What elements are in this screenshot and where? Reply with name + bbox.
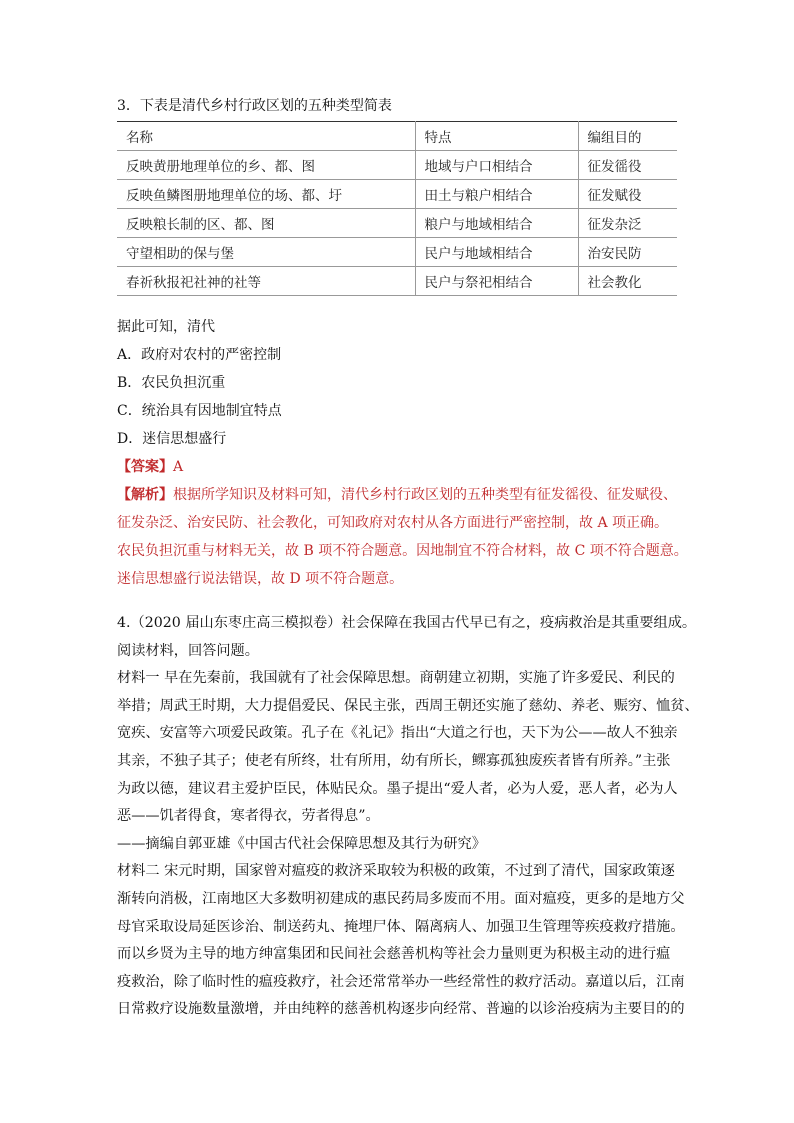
table-row xyxy=(117,180,677,209)
table-cell: 民户与祭祀相结合 xyxy=(415,267,578,296)
question-4-body xyxy=(117,610,699,1024)
answer-tag: 【答案】 xyxy=(117,459,173,475)
paragraph-line: 日常救疗设施数量激增，并由纯粹的慈善机构逐步向经常、普遍的以诊治疫病为主要目的的 xyxy=(117,1001,685,1018)
paragraph-line: 材料一 早在先秦前，我国就有了社会保障思想。商朝建立初期，实施了许多爱民、利民的 xyxy=(117,670,675,687)
table-row xyxy=(117,267,677,296)
paragraph-line: 而以乡贤为主导的地方绅富集团和民间社会慈善机构等社会力量则更为积极主动的进行瘟 xyxy=(117,946,671,963)
table-cell: 反映粮长制的区、都、图 xyxy=(126,217,275,233)
table-cell: 春祈秋报祀社神的社等 xyxy=(126,275,261,291)
analysis-line: 农民负担沉重与材料无关，故 B 项不符合题意。因地制宜不符合材料，故 C 项不符合题意。 xyxy=(117,543,688,559)
paragraph-line: 阅读材料，回答问题。 xyxy=(117,642,259,659)
analysis-line xyxy=(117,481,682,509)
option-a: A．政府对农村的严密控制 xyxy=(117,347,282,363)
paragraph-line: 渐转向消极，江南地区大多数明初建成的惠民药局多废而不用。面对瘟疫，更多的是地方父 xyxy=(117,890,685,907)
paragraph-line: 材料二 宋元时期，国家曾对瘟疫的救济采取较为积极的政策，不过到了清代，国家政策逐 xyxy=(117,863,675,880)
answer-value: A xyxy=(173,459,184,475)
question-4-title: 4.（2020 届山东枣庄高三模拟卷）社会保障在我国古代早已有之，疫病救治是其重要组成。 xyxy=(117,615,697,631)
table-cell: 反映鱼鳞图册地理单位的场、都、圩 xyxy=(126,188,342,204)
table-cell: 社会教化 xyxy=(578,267,677,296)
header-cell-name: 名称 xyxy=(126,130,153,146)
question-stem: 据此可知，清代 xyxy=(117,319,215,335)
option-d: D．迷信思想盛行 xyxy=(117,431,227,447)
paragraph-line: 其亲，不独子其子；使老有所终，壮有所用，幼有所长，鳏寡孤独废疾者皆有所养。”主张 xyxy=(117,752,671,769)
header-cell-purpose: 编组目的 xyxy=(578,122,677,151)
option-c: C．统治具有因地制宜特点 xyxy=(117,403,282,419)
analysis-tag: 【解析】 xyxy=(117,487,173,503)
table-row xyxy=(117,209,677,238)
table-row xyxy=(117,238,677,267)
table-header-row xyxy=(117,122,677,151)
question-3-title: 3．下表是清代乡村行政区划的五种类型简表 xyxy=(117,98,392,114)
paragraph-line: 疫救治，除了临时性的瘟疫救疗，社会还常常举办一些经常性的救疗活动。嘉道以后，江南 xyxy=(117,973,685,990)
table-cell: 反映黄册地理单位的乡、都、图 xyxy=(126,159,315,175)
table-cell: 征发杂泛 xyxy=(578,209,677,238)
paragraph-line: 举措；周武王时期，大力提倡爱民、保民主张，西周王朝还实施了慈幼、养老、赈穷、恤贫、 xyxy=(117,697,699,714)
header-cell-feature: 特点 xyxy=(415,122,578,151)
paragraph-line: 母官采取设局延医诊治、制送药丸、掩埋尸体、隔离病人、加强卫生管理等疾疫救疗措施。 xyxy=(117,918,685,935)
paragraph-line: 宽疾、安富等六项爱民政策。孔子在《礼记》指出“大道之行也，天下为公——故人不独亲 xyxy=(117,725,678,742)
table-cell: 地域与户口相结合 xyxy=(415,151,578,180)
analysis-line: 征发杂泛、治安民防、社会教化，可知政府对农村从各方面进行严密控制，故 A 项正确。 xyxy=(117,515,669,531)
paragraph-line: 为政以德，建议君主爱护臣民，体贴民众。墨子提出“爱人者，必为人爱，恶人者，必为人 xyxy=(117,780,678,797)
table-cell: 征发徭役 xyxy=(578,151,677,180)
table-row xyxy=(117,151,677,180)
table-cell: 治安民防 xyxy=(578,238,677,267)
paragraph-line: 恶——饥者得食，寒者得衣，劳者得息”。 xyxy=(117,808,380,825)
table-cell: 田土与粮户相结合 xyxy=(415,180,578,209)
analysis-line: 迷信思想盛行说法错误，故 D 项不符合题意。 xyxy=(117,571,404,587)
regions-table xyxy=(117,121,677,296)
table-cell: 守望相助的保与堡 xyxy=(126,246,234,262)
table-cell: 粮户与地域相结合 xyxy=(415,209,578,238)
analysis-text: 根据所学知识及材料可知，清代乡村行政区划的五种类型有征发徭役、征发赋役、 xyxy=(173,487,677,503)
table-cell: 民户与地域相结合 xyxy=(415,238,578,267)
option-b: B．农民负担沉重 xyxy=(117,375,226,391)
table-cell: 征发赋役 xyxy=(578,180,677,209)
source-citation: ——摘编自郭亚雄《中国古代社会保障思想及其行为研究》 xyxy=(117,835,486,852)
answer-line xyxy=(117,453,682,481)
question-3-body xyxy=(117,313,688,593)
